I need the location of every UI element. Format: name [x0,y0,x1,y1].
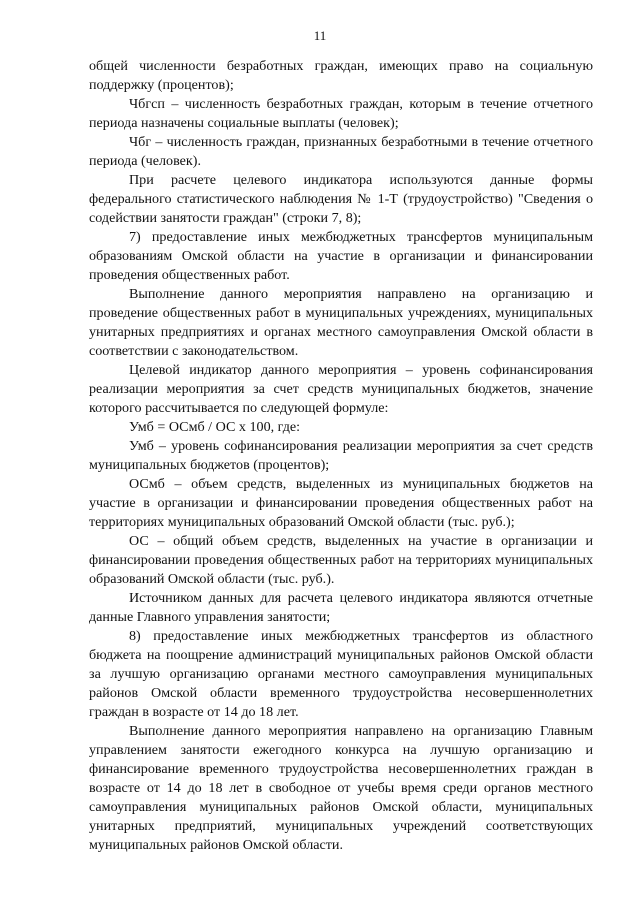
definition-chbgsp: Чбгсп – численность безработных граждан, которым в течение отчетного периода назначены социальные выплаты (человек); [89,96,593,131]
paragraph-indicator: Целевой индикатор данного мероприятия – уровень софинансирования реализации мероприятия за счет средств муниципальных бюджетов, значение которого рассчитывается по следующей формуле: [89,362,593,416]
paragraph-item-7: 7) предоставление иных межбюджетных трансфертов муниципальным образованиям Омской области на участие в организации и финансировании проведения общественных работ. [89,229,593,283]
page-number: 11 [313,28,327,43]
paragraph-item-8: 8) предоставление иных межбюджетных трансфертов из областного бюджета на поощрение администраций муниципальных районов Омской области за лучшую организацию органами местного самоуправления муниципальных районов Омской области временного трудоустройства несовершеннолетних граждан в возрасте от 14 до 18 лет. [89,628,593,720]
formula: Умб = ОСмб / ОС х 100, где: [129,419,301,435]
paragraph-data-source-2: Источником данных для расчета целевого индикатора являются отчетные данные Главного управления занятости; [89,590,593,625]
definition-osmb: ОСмб – объем средств, выделенных из муниципальных бюджетов на участие в организации и финансировании проведения общественных работ на территориях муниципальных образований Омской области (тыс. руб.); [89,476,593,530]
definition-chbg: Чбг – численность граждан, признанных безработными в течение отчетного периода (человек). [89,134,593,169]
paragraph-item-8-purpose: Выполнение данного мероприятия направлено на организацию Главным управлением занятости ежегодного конкурса на лучшую организацию и финансирование временного трудоустройства несовершеннолетних граждан в возрасте от 14 до 18 лет в свободное от учебы время среди органов местного самоуправления муниципальных районов Омской области, муниципальных унитарных предприятий, муниципальных учреждений соответствующих муниципальных районов Омской области. [89,723,593,853]
paragraph-item-7-purpose: Выполнение данного мероприятия направлено на организацию и проведение общественных работ в муниципальных учреждениях, муниципальных унитарных предприятиях и органах местного самоуправления Омской области в соответствии с законодательством. [89,286,593,359]
document-body [89,57,593,855]
paragraph-data-source: При расчете целевого индикатора используются данные формы федерального статистического наблюдения № 1-Т (трудоустройство) "Сведения о содействии занятости граждан" (строки 7, 8); [89,172,593,226]
paragraph-continuation: общей численности безработных граждан, имеющих право на социальную поддержку (процентов); [89,58,593,93]
definition-umb: Умб – уровень софинансирования реализации мероприятия за счет средств муниципальных бюджетов (процентов); [89,438,593,473]
definition-os: ОС – общий объем средств, выделенных на участие в организации и финансировании проведения общественных работ на территориях муниципальных образований Омской области (тыс. руб.). [89,533,593,587]
